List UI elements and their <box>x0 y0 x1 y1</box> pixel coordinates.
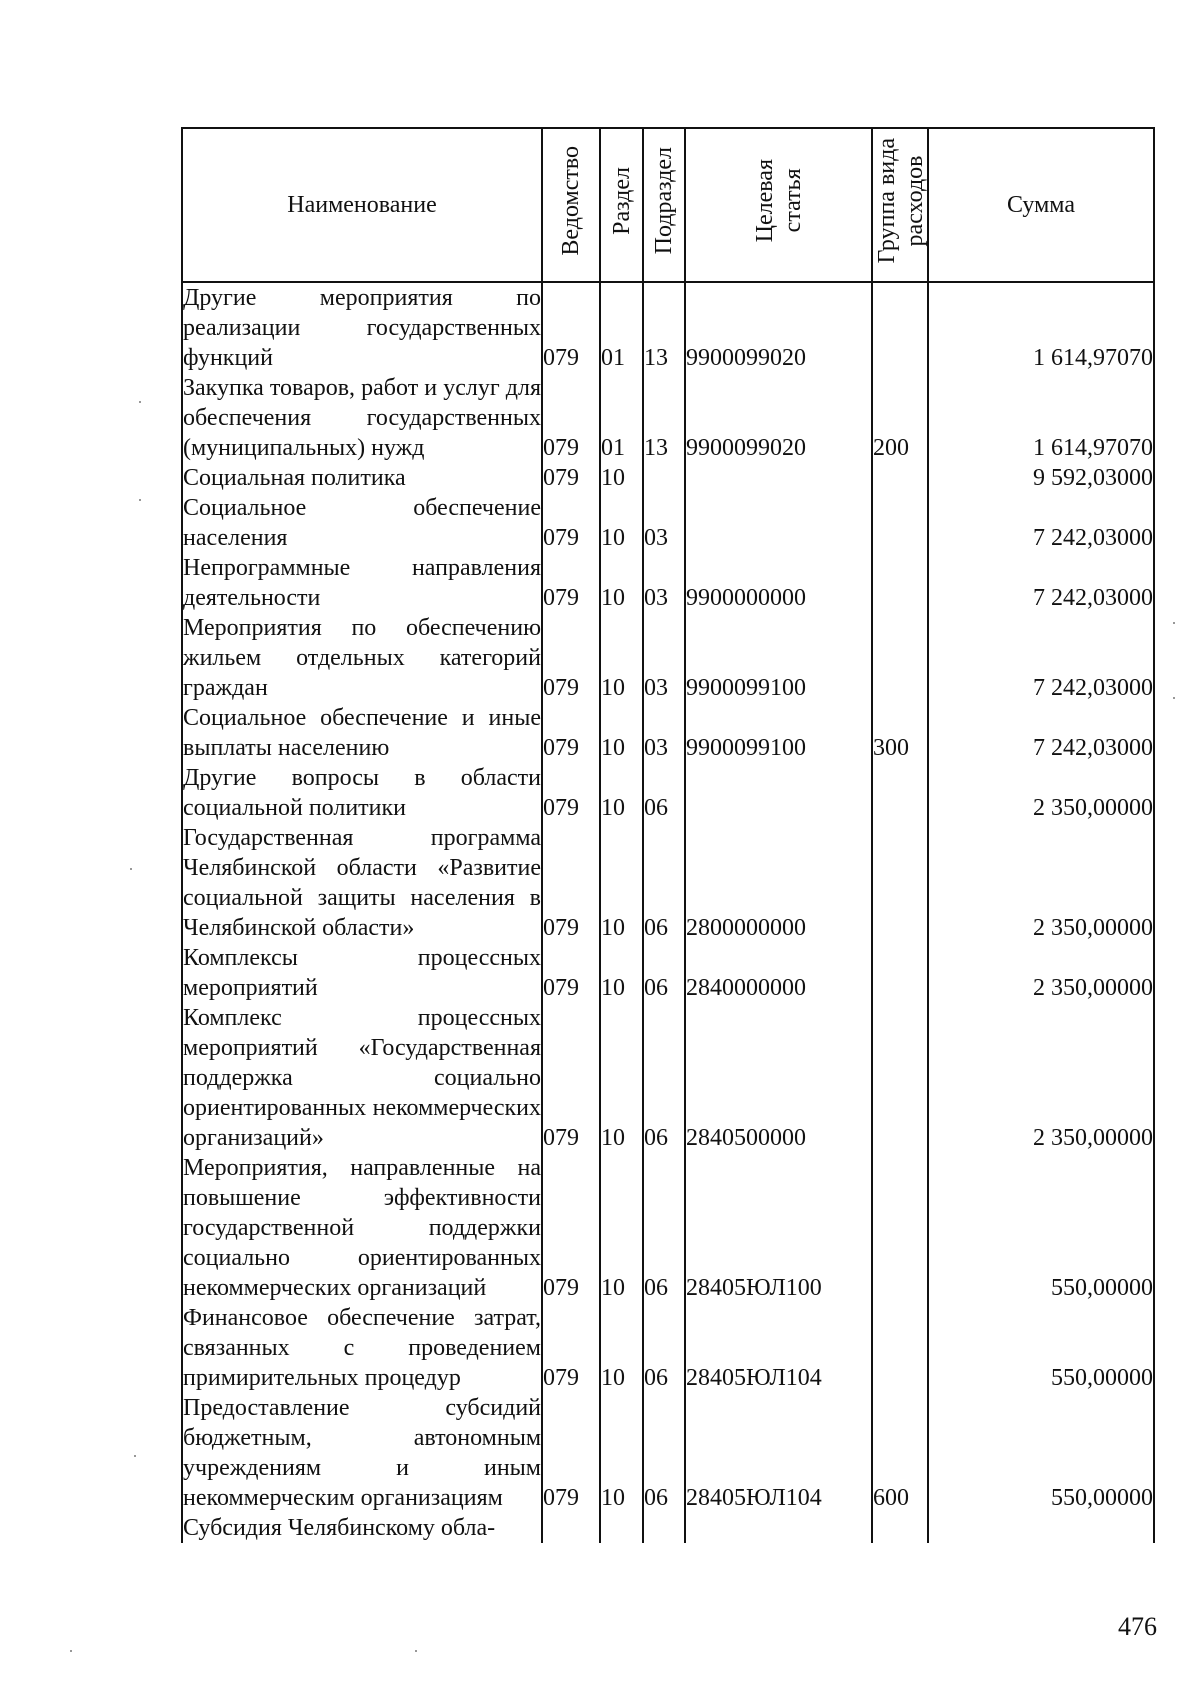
row-gruppa-cell <box>872 493 928 553</box>
scan-speck <box>70 1650 72 1652</box>
row-vedomstvo-cell: 079 <box>542 1003 600 1153</box>
continuation-empty-cell <box>600 1513 643 1543</box>
row-vedomstvo-cell: 079 <box>542 1153 600 1303</box>
row-podrazdel-cell: 06 <box>643 1003 685 1153</box>
row-gruppa-cell <box>872 613 928 703</box>
table-row <box>182 1303 1154 1393</box>
row-celevaya-cell: 9900099020 <box>685 282 872 373</box>
row-name-cell: Социальное обеспечение и иные выплаты населению <box>183 705 541 761</box>
row-vedomstvo-cell: 079 <box>542 463 600 493</box>
row-razdel-cell: 10 <box>600 493 643 553</box>
row-celevaya-cell: 2840500000 <box>685 1003 872 1153</box>
row-celevaya-cell: 9900099100 <box>685 703 872 763</box>
row-podrazdel-cell: 06 <box>643 823 685 943</box>
row-gruppa-cell <box>872 463 928 493</box>
table-row <box>182 282 1154 373</box>
row-podrazdel-cell: 13 <box>643 373 685 463</box>
row-summa-cell: 550,00000 <box>928 1153 1154 1303</box>
row-podrazdel-cell: 06 <box>643 943 685 1003</box>
row-celevaya-cell: 2840000000 <box>685 943 872 1003</box>
row-razdel-cell: 10 <box>600 1003 643 1153</box>
header-celevaya <box>685 128 872 282</box>
row-gruppa-cell <box>872 823 928 943</box>
table-header <box>182 128 1154 282</box>
row-razdel-cell: 10 <box>600 613 643 703</box>
row-razdel-cell: 01 <box>600 282 643 373</box>
row-name-cell: Мероприятия, направленные на повышение эффективности государственной поддержки социально ориентированных некоммерческих организаций <box>183 1155 541 1301</box>
row-celevaya-cell <box>685 463 872 493</box>
row-celevaya-cell: 2800000000 <box>685 823 872 943</box>
scan-speck <box>134 1455 136 1457</box>
row-razdel-cell: 01 <box>600 373 643 463</box>
row-razdel-cell: 10 <box>600 943 643 1003</box>
row-gruppa-cell: 200 <box>872 373 928 463</box>
row-name-cell: Комплексы процессных мероприятий <box>183 945 541 1001</box>
row-vedomstvo-cell: 079 <box>542 763 600 823</box>
table-row <box>182 943 1154 1003</box>
row-podrazdel-cell: 06 <box>643 763 685 823</box>
table-row-continuation <box>182 1513 1154 1543</box>
row-summa-cell: 9 592,03000 <box>928 463 1154 493</box>
row-razdel-cell: 10 <box>600 763 643 823</box>
row-gruppa-cell <box>872 282 928 373</box>
row-podrazdel-cell: 06 <box>643 1303 685 1393</box>
row-podrazdel-cell <box>643 463 685 493</box>
header-razdel-label: Раздел <box>608 167 635 235</box>
row-celevaya-cell: 28405ЮЛ104 <box>685 1393 872 1513</box>
row-vedomstvo-cell: 079 <box>542 823 600 943</box>
row-vedomstvo-cell: 079 <box>542 613 600 703</box>
row-podrazdel-cell: 06 <box>643 1393 685 1513</box>
row-name-cell: Социальная политика <box>182 463 542 493</box>
continuation-name-cell: Субсидия Челябинскому обла- <box>182 1513 542 1543</box>
row-celevaya-cell: 28405ЮЛ100 <box>685 1153 872 1303</box>
row-summa-cell: 1 614,97070 <box>928 373 1154 463</box>
row-razdel-cell: 10 <box>600 823 643 943</box>
header-celevaya-label: Целевая статья <box>751 159 806 243</box>
row-summa-cell: 7 242,03000 <box>928 703 1154 763</box>
header-summa-label: Сумма <box>1007 192 1075 218</box>
row-vedomstvo-cell: 079 <box>542 373 600 463</box>
row-summa-cell: 2 350,00000 <box>928 1003 1154 1153</box>
row-gruppa-cell <box>872 1003 928 1153</box>
scan-speck <box>1173 622 1175 624</box>
row-gruppa-cell: 600 <box>872 1393 928 1513</box>
table-row <box>182 1003 1154 1153</box>
row-celevaya-cell <box>685 493 872 553</box>
header-name <box>182 128 542 282</box>
table-body <box>182 282 1154 1543</box>
row-podrazdel-cell: 13 <box>643 282 685 373</box>
scan-speck <box>130 868 132 870</box>
header-summa <box>928 128 1154 282</box>
table-row <box>182 1153 1154 1303</box>
row-celevaya-cell <box>685 763 872 823</box>
header-razdel <box>600 128 643 282</box>
row-podrazdel-cell: 06 <box>643 1153 685 1303</box>
continuation-empty-cell <box>928 1513 1154 1543</box>
row-gruppa-cell <box>872 943 928 1003</box>
row-summa-cell: 7 242,03000 <box>928 553 1154 613</box>
table-row <box>182 763 1154 823</box>
table-row <box>182 823 1154 943</box>
budget-table-container <box>181 127 1155 1543</box>
row-name-cell: Социальное обеспечение населения <box>183 495 541 551</box>
table-row <box>182 493 1154 553</box>
row-summa-cell: 1 614,97070 <box>928 282 1154 373</box>
row-podrazdel-cell: 03 <box>643 613 685 703</box>
row-vedomstvo-cell: 079 <box>542 282 600 373</box>
page-number: 476 <box>1118 1612 1157 1641</box>
table-row <box>182 373 1154 463</box>
row-name-cell: Другие вопросы в области социальной политики <box>183 765 541 821</box>
header-name-label: Наименование <box>287 192 437 218</box>
header-gruppa-label: Группа вида расходов <box>874 138 928 264</box>
table-row <box>182 613 1154 703</box>
row-celevaya-cell: 28405ЮЛ104 <box>685 1303 872 1393</box>
row-name-cell: Закупка товаров, работ и услуг для обеспечения государственных (муниципальных) нужд <box>183 375 541 461</box>
row-podrazdel-cell: 03 <box>643 703 685 763</box>
table-row <box>182 463 1154 493</box>
row-celevaya-cell: 9900099100 <box>685 613 872 703</box>
scan-speck <box>139 401 141 403</box>
continuation-empty-cell <box>872 1513 928 1543</box>
row-vedomstvo-cell: 079 <box>542 703 600 763</box>
row-vedomstvo-cell: 079 <box>542 493 600 553</box>
row-name-cell: Непрограммные направления деятельности <box>183 555 541 611</box>
budget-table <box>181 127 1155 1543</box>
continuation-empty-cell <box>542 1513 600 1543</box>
row-razdel-cell: 10 <box>600 463 643 493</box>
header-podrazdel-label: Подраздел <box>651 147 677 255</box>
row-celevaya-cell: 9900000000 <box>685 553 872 613</box>
row-summa-cell: 550,00000 <box>928 1393 1154 1513</box>
row-summa-cell: 7 242,03000 <box>928 613 1154 703</box>
header-gruppa <box>872 128 928 282</box>
row-name-cell: Предоставление субсидий бюджетным, автономным учреждениям и иным некоммерческим организациям <box>183 1395 541 1511</box>
table-row <box>182 1393 1154 1513</box>
row-summa-cell: 2 350,00000 <box>928 943 1154 1003</box>
row-gruppa-cell <box>872 553 928 613</box>
header-podrazdel <box>643 128 685 282</box>
row-summa-cell: 2 350,00000 <box>928 823 1154 943</box>
row-gruppa-cell <box>872 1303 928 1393</box>
scan-speck <box>1173 697 1175 699</box>
row-summa-cell: 2 350,00000 <box>928 763 1154 823</box>
row-razdel-cell: 10 <box>600 1393 643 1513</box>
continuation-empty-cell <box>643 1513 685 1543</box>
row-razdel-cell: 10 <box>600 703 643 763</box>
row-name-cell: Финансовое обеспечение затрат, связанных с проведением примирительных процедур <box>183 1305 541 1391</box>
row-name-cell: Другие мероприятия по реализации государственных функций <box>182 282 542 373</box>
scan-speck <box>415 1650 417 1652</box>
header-vedomstvo <box>542 128 600 282</box>
header-vedomstvo-label: Ведомство <box>558 146 584 256</box>
row-summa-cell: 7 242,03000 <box>928 493 1154 553</box>
row-gruppa-cell <box>872 1153 928 1303</box>
row-summa-cell: 550,00000 <box>928 1303 1154 1393</box>
row-name-cell: Комплекс процессных мероприятий «Государственная поддержка социально ориентированных некоммерческих организаций» <box>183 1005 541 1151</box>
row-vedomstvo-cell: 079 <box>542 1393 600 1513</box>
row-razdel-cell: 10 <box>600 1303 643 1393</box>
row-razdel-cell: 10 <box>600 1153 643 1303</box>
row-podrazdel-cell: 03 <box>643 553 685 613</box>
row-celevaya-cell: 9900099020 <box>685 373 872 463</box>
row-gruppa-cell: 300 <box>872 703 928 763</box>
table-row <box>182 553 1154 613</box>
row-podrazdel-cell: 03 <box>643 493 685 553</box>
table-row <box>182 703 1154 763</box>
row-vedomstvo-cell: 079 <box>542 1303 600 1393</box>
row-name-cell: Мероприятия по обеспечению жильем отдельных категорий граждан <box>183 615 541 701</box>
row-gruppa-cell <box>872 763 928 823</box>
continuation-empty-cell <box>685 1513 872 1543</box>
row-vedomstvo-cell: 079 <box>542 943 600 1003</box>
scan-speck <box>139 499 141 501</box>
row-razdel-cell: 10 <box>600 553 643 613</box>
row-name-cell: Государственная программа Челябинской области «Развитие социальной защиты населения в Челябинской области» <box>183 825 541 941</box>
row-vedomstvo-cell: 079 <box>542 553 600 613</box>
